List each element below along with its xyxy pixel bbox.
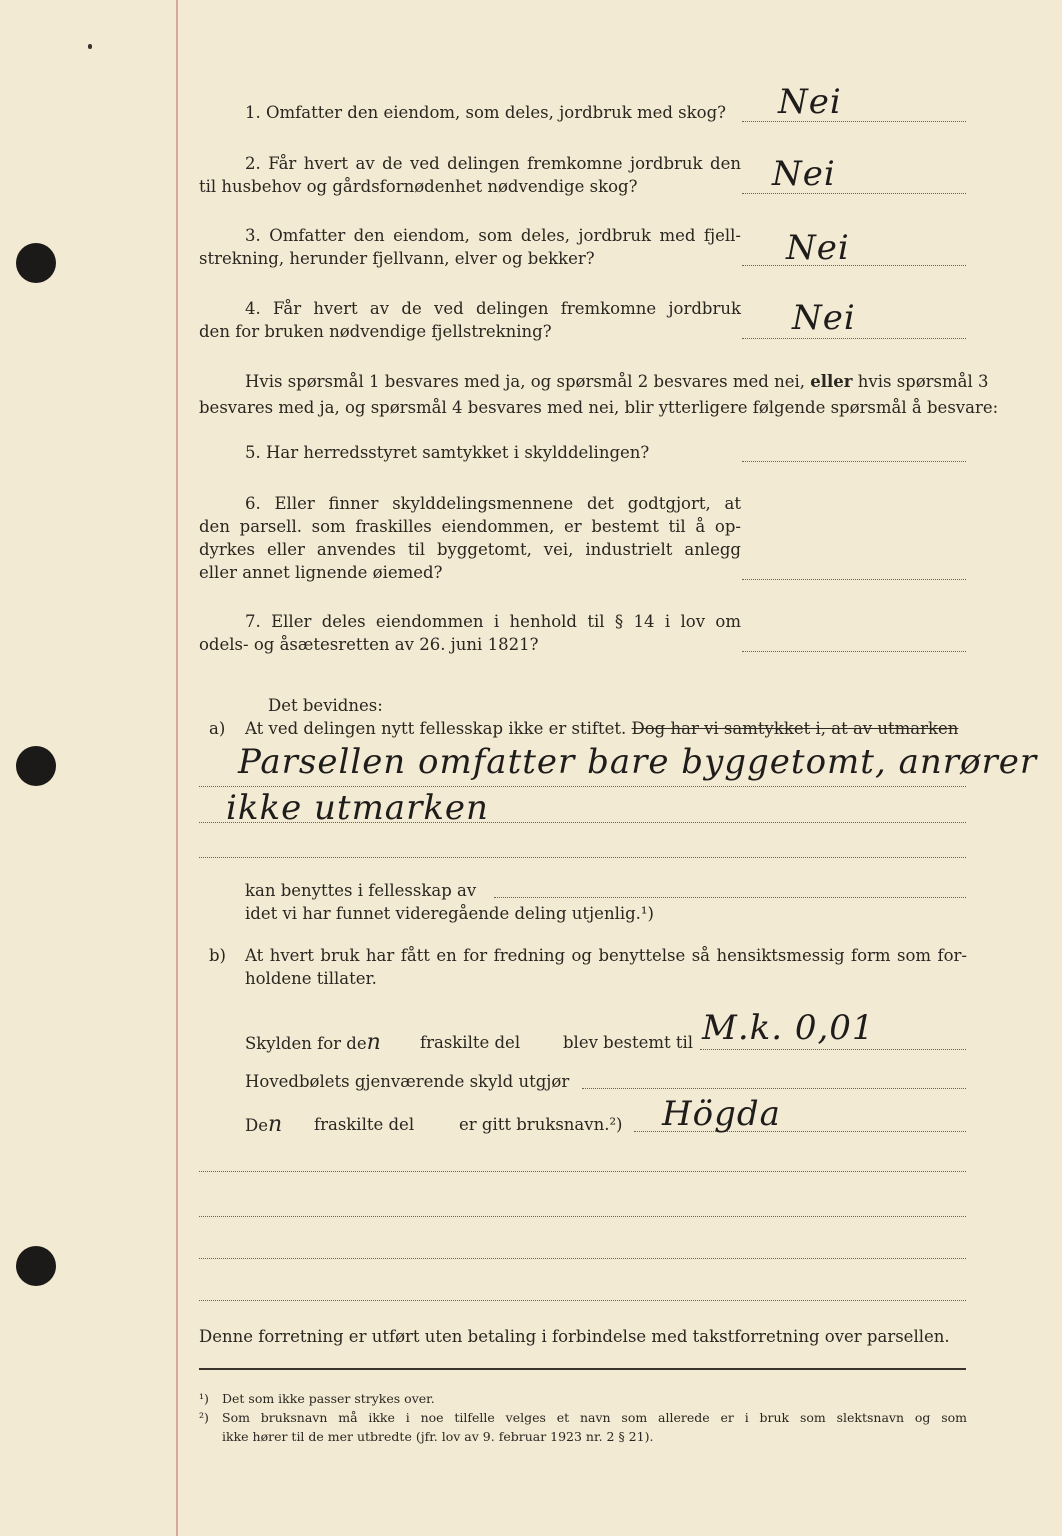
footnote-2-line-1: Som bruksnavn må ikke i noe tilfelle velges et navn som allerede er i bruk som slektsnavn og som — [222, 1410, 967, 1425]
skyld-label-handwritten: n — [366, 1030, 381, 1055]
bruksnavn-fraskilte: fraskilte del — [314, 1115, 415, 1134]
bruksnavn-value: Högda — [662, 1094, 781, 1134]
blank-line — [199, 1300, 966, 1301]
blank-line — [199, 1216, 966, 1217]
item-a-handwriting-1: Parsellen omfatter bare byggetomt, anrører — [238, 742, 1038, 782]
condition-line-2: besvares med ja, og spørsmål 4 besvares med nei, blir ytterligere følgende spørsmål å besvare: — [199, 398, 999, 417]
bruksnavn-label — [245, 1113, 282, 1137]
item-a-reason: idet vi har funnet videregående deling utjenlig.¹) — [245, 904, 654, 923]
punch-hole — [16, 746, 56, 786]
item-a-text: At ved delingen nytt fellesskap ikke er stiftet. — [245, 719, 627, 738]
question-6-line-1: 6. Eller finner skylddelingsmennene det godtgjort, at — [245, 494, 741, 513]
item-a-line-3 — [199, 822, 966, 823]
answer-line-1 — [742, 121, 966, 122]
answer-2: Nei — [772, 154, 836, 194]
answer-4: Nei — [792, 298, 856, 338]
item-b-line-2: holdene tillater. — [245, 969, 377, 988]
condition-bold: eller — [810, 372, 853, 391]
hovedbol-line — [582, 1088, 966, 1089]
item-b-label: b) — [209, 946, 226, 965]
answer-line-4 — [742, 338, 966, 339]
question-7-line-1: 7. Eller deles eiendommen i henhold til § 14 i lov om — [245, 612, 741, 631]
question-6-line-2: den parsell. som fraskilles eiendommen, er bestemt til å op- — [199, 517, 741, 536]
blank-line — [199, 1171, 966, 1172]
statement: Denne forretning er utført uten betaling i forbindelse med takstforretning over parsellen. — [199, 1327, 950, 1346]
question-5: 5. Har herredsstyret samtykket i skylddelingen? — [245, 443, 650, 462]
footnote-2-mark: ²) — [199, 1410, 209, 1425]
question-2-line-1: 2. Får hvert av de ved delingen fremkomne jordbruk den — [245, 154, 741, 173]
item-a-line-1 — [245, 717, 958, 740]
question-6-line-3: dyrkes eller anvendes til byggetomt, vei, industrielt anlegg — [199, 540, 741, 559]
item-a-shared-use-line — [494, 897, 966, 898]
condition-text-b: hvis spørsmål 3 — [857, 372, 989, 391]
skyld-value: M.k. 0,01 — [702, 1008, 875, 1048]
bruksnavn-label-text: De — [245, 1116, 268, 1135]
item-a-label: a) — [209, 719, 226, 738]
footnote-1: Det som ikke passer strykes over. — [222, 1391, 435, 1406]
bruksnavn-label-handwritten: n — [268, 1112, 283, 1137]
skyld-label-text: Skylden for de — [245, 1034, 367, 1053]
skyld-value-line — [700, 1049, 966, 1050]
bevidnes-heading: Det bevidnes: — [268, 696, 383, 715]
hovedbol-label: Hovedbølets gjenværende skyld utgjør — [245, 1072, 570, 1091]
answer-line-6 — [742, 579, 966, 580]
question-3-line-2: strekning, herunder fjellvann, elver og bekker? — [199, 249, 595, 268]
condition-line-1 — [245, 370, 989, 393]
question-6-line-4: eller annet lignende øiemed? — [199, 563, 443, 582]
question-1: 1. Omfatter den eiendom, som deles, jordbruk med skog? — [245, 103, 726, 122]
punch-hole — [16, 243, 56, 283]
margin-rule — [176, 0, 178, 1536]
ink-speck — [88, 44, 92, 49]
skyld-label — [245, 1031, 381, 1055]
blank-line — [199, 1258, 966, 1259]
punch-hole — [16, 1246, 56, 1286]
skyld-fraskilte: fraskilte del — [420, 1033, 521, 1052]
footnote-separator — [199, 1368, 966, 1370]
answer-1: Nei — [778, 82, 842, 122]
question-4-line-2: den for bruken nødvendige fjellstrekning? — [199, 322, 552, 341]
footnote-2-line-2: ikke hører til de mer utbredte (jfr. lov av 9. februar 1923 nr. 2 § 21). — [222, 1429, 654, 1444]
question-4-line-1: 4. Får hvert av de ved delingen fremkomne jordbruk — [245, 299, 741, 318]
condition-text-a: Hvis spørsmål 1 besvares med ja, og spørsmål 2 besvares med nei, — [245, 372, 806, 391]
answer-line-7 — [742, 651, 966, 652]
item-a-line-2 — [199, 786, 966, 787]
item-a-line-4 — [199, 857, 966, 858]
bruksnavn-gitt: er gitt bruksnavn.²) — [459, 1115, 623, 1134]
footnote-1-mark: ¹) — [199, 1391, 209, 1406]
item-a-handwriting-2: ikke utmarken — [226, 788, 489, 828]
item-a-shared-use: kan benyttes i fellesskap av — [245, 881, 477, 900]
item-b-line-1: At hvert bruk har fått en for fredning og benyttelse så hensiktsmessig form som for- — [245, 946, 967, 965]
answer-line-3 — [742, 265, 966, 266]
question-7-line-2: odels- og åsætesretten av 26. juni 1821? — [199, 635, 539, 654]
question-3-line-1: 3. Omfatter den eiendom, som deles, jordbruk med fjell- — [245, 226, 741, 245]
answer-3: Nei — [786, 228, 850, 268]
skyld-bestemt: blev bestemt til — [563, 1033, 694, 1052]
question-2-line-2: til husbehov og gårdsfornødenhet nødvendige skog? — [199, 177, 638, 196]
answer-line-5 — [742, 461, 966, 462]
item-a-struck-text: Dog har vi samtykket i, at av utmarken — [631, 719, 959, 738]
